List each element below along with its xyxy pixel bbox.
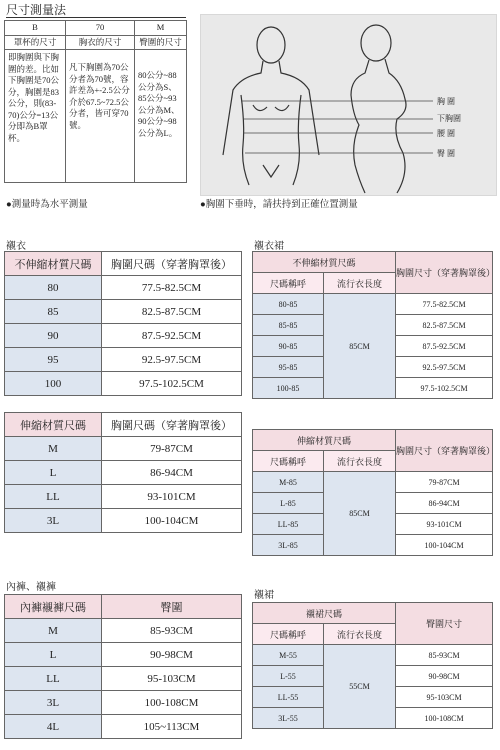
table-cell: LL-55	[253, 687, 324, 708]
table-cell: 80-85	[253, 294, 324, 315]
skirt-top-bust-header: 胸圍尺寸（穿著胸罩後）	[396, 430, 493, 472]
skirt-top-size-header: 尺碼稱呼	[253, 273, 324, 294]
table-cell: 100	[5, 372, 102, 396]
shirt-table-nonstretch	[4, 251, 242, 396]
measure-header-70: 70	[66, 21, 135, 36]
shirt-header-size: 不伸縮材質尺碼	[5, 252, 102, 276]
table-cell: 85	[5, 300, 102, 324]
table-cell: 82.5-87.5CM	[102, 300, 242, 324]
note-sagging-bust: ●胸圍下垂時，請扶持到正確位置測量	[200, 200, 358, 210]
table-cell: 4L	[5, 715, 102, 739]
section-title-pants: 內褲、襯褲	[6, 582, 56, 593]
body-measurement-figure	[200, 14, 497, 196]
figure-label-underbust: 下胸圍	[437, 114, 461, 123]
table-cell: 77.5-82.5CM	[396, 294, 493, 315]
skirt-top-length-value: 85CM	[324, 472, 396, 556]
section-title-skirt-top: 襯衣裙	[254, 241, 284, 252]
table-cell: 86-94CM	[396, 493, 493, 514]
measure-header-m: M	[135, 21, 187, 36]
table-cell: 100-108CM	[396, 708, 493, 729]
table-cell: 92.5-97.5CM	[102, 348, 242, 372]
table-cell: 92.5-97.5CM	[396, 357, 493, 378]
section-title-slip: 襯裙	[254, 590, 274, 601]
shirt-header-size: 伸縮材質尺碼	[5, 413, 102, 437]
table-cell: L-85	[253, 493, 324, 514]
skirt-top-length-value: 85CM	[324, 294, 396, 399]
measure-sub-cup: 罩杯的尺寸	[5, 35, 66, 50]
table-cell: 100-108CM	[102, 691, 242, 715]
table-cell: 97.5-102.5CM	[102, 372, 242, 396]
table-cell: 93-101CM	[396, 514, 493, 535]
measure-desc-bra: 凡下胸圍為70公分者為70號，容許差為+-2.5公分介於67.5~72.5公分者，皆可穿70號。	[66, 50, 135, 183]
table-cell: 80	[5, 276, 102, 300]
table-cell: 82.5-87.5CM	[396, 315, 493, 336]
figure-label-bust: 胸 圍	[437, 97, 455, 106]
table-cell: 85-85	[253, 315, 324, 336]
table-cell: 90-85	[253, 336, 324, 357]
table-cell: LL	[5, 485, 102, 509]
slip-length-header: 流行衣長度	[324, 624, 396, 645]
table-cell: 93-101CM	[102, 485, 242, 509]
slip-length-value: 55CM	[324, 645, 396, 729]
pants-table	[4, 594, 242, 739]
slip-group-header: 襯裙尺碼	[253, 603, 396, 624]
slip-table	[252, 602, 493, 729]
table-cell: 90	[5, 324, 102, 348]
table-cell: 79-87CM	[396, 472, 493, 493]
table-cell: 100-104CM	[102, 509, 242, 533]
table-cell: M	[5, 619, 102, 643]
table-cell: 95-85	[253, 357, 324, 378]
table-cell: M	[5, 437, 102, 461]
skirt-top-size-header: 尺碼稱呼	[253, 451, 324, 472]
table-cell: 87.5-92.5CM	[102, 324, 242, 348]
table-cell: 90-98CM	[102, 643, 242, 667]
skirt-top-table-stretch	[252, 429, 496, 556]
skirt-top-group-header: 伸縮材質尺碼	[253, 430, 396, 451]
table-cell: 100-85	[253, 378, 324, 399]
table-cell: 79-87CM	[102, 437, 242, 461]
table-cell: 100-104CM	[396, 535, 493, 556]
pants-header-hip: 臀圍	[102, 595, 242, 619]
title-underline	[6, 17, 186, 18]
table-cell: 95-103CM	[396, 687, 493, 708]
skirt-top-length-header: 流行衣長度	[324, 451, 396, 472]
table-cell: 3L-55	[253, 708, 324, 729]
figure-label-waist: 腰 圍	[437, 129, 455, 138]
shirt-header-bust: 胸圍尺碼（穿著胸罩後）	[102, 252, 242, 276]
table-cell: 95-103CM	[102, 667, 242, 691]
slip-size-header: 尺碼稱呼	[253, 624, 324, 645]
table-cell: 3L	[5, 509, 102, 533]
table-cell: LL-85	[253, 514, 324, 535]
measure-desc-hip: 80公分~88公分為S、85公分~93公分為M、90公分~98公分為L。	[135, 50, 187, 183]
table-cell: L	[5, 643, 102, 667]
measure-sub-bra: 胸衣的尺寸	[66, 35, 135, 50]
shirt-table-stretch	[4, 412, 242, 533]
measure-sub-hip: 臀圍的尺寸	[135, 35, 187, 50]
pants-header-size: 內褲襯褲尺碼	[5, 595, 102, 619]
table-cell: LL	[5, 667, 102, 691]
section-title-shirt: 襯衣	[6, 241, 26, 252]
table-cell: L-55	[253, 666, 324, 687]
table-cell: M-55	[253, 645, 324, 666]
measure-header-b: B	[5, 21, 66, 36]
page-title: 尺寸測量法	[6, 3, 67, 17]
body-outline-image	[201, 15, 496, 195]
skirt-top-table-nonstretch	[252, 251, 496, 399]
table-cell: 95	[5, 348, 102, 372]
table-cell: 90-98CM	[396, 666, 493, 687]
skirt-top-length-header: 流行衣長度	[324, 273, 396, 294]
table-cell: 85-93CM	[102, 619, 242, 643]
table-cell: 77.5-82.5CM	[102, 276, 242, 300]
table-cell: 3L	[5, 691, 102, 715]
measure-desc-cup: 即胸圍與下胸圍的差。比如下胸圍是70公分，胸圍是83公分，則(83-70)公分=13公分即為B罩杯。	[5, 50, 66, 183]
skirt-top-group-header: 不伸縮材質尺碼	[253, 252, 396, 273]
table-cell: M-85	[253, 472, 324, 493]
figure-label-hip: 臀 圍	[437, 149, 455, 158]
shirt-header-bust: 胸圍尺碼（穿著胸罩後）	[102, 413, 242, 437]
table-cell: 86-94CM	[102, 461, 242, 485]
table-cell: 85-93CM	[396, 645, 493, 666]
slip-hip-header: 臀圍尺寸	[396, 603, 493, 645]
table-cell: 105~113CM	[102, 715, 242, 739]
note-horizontal-measure: ●測量時為水平測量	[6, 200, 88, 210]
table-cell: 97.5-102.5CM	[396, 378, 493, 399]
table-cell: 3L-85	[253, 535, 324, 556]
measurement-table	[4, 20, 187, 183]
skirt-top-bust-header: 胸圍尺寸（穿著胸罩後）	[396, 252, 493, 294]
table-cell: L	[5, 461, 102, 485]
table-cell: 87.5-92.5CM	[396, 336, 493, 357]
